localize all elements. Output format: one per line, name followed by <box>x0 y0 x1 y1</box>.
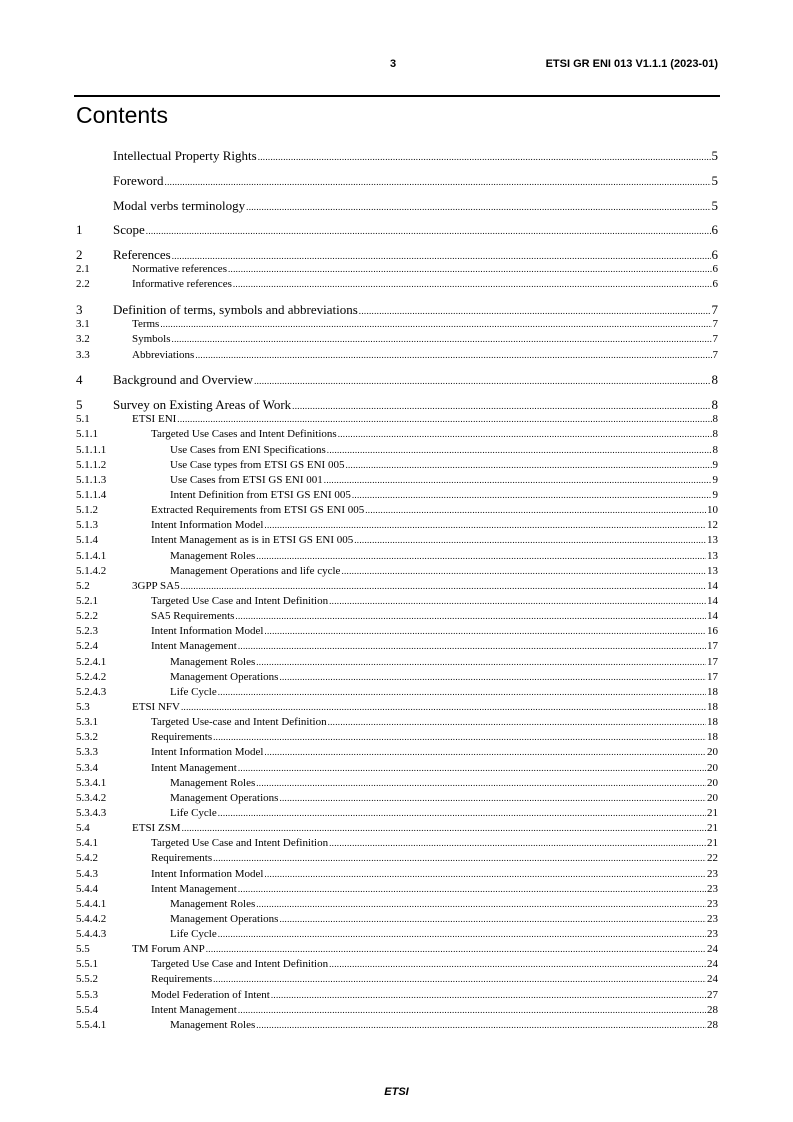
toc-entry-number: 5.2.4 <box>76 640 98 653</box>
toc-dot-leader <box>329 836 706 851</box>
toc-entry-label[interactable]: Informative references <box>132 278 232 291</box>
toc-entry-label[interactable]: References <box>113 247 171 263</box>
toc-entry[interactable] <box>76 821 718 836</box>
toc-entry-number: 5.4.1 <box>76 837 98 850</box>
toc-entry-page: 6 <box>711 247 718 263</box>
footer-etsi: ETSI <box>384 1086 409 1098</box>
toc-entry-number: 5.3.2 <box>76 731 98 744</box>
toc-dot-leader <box>256 1018 706 1033</box>
toc-entry-number: 5.5.1 <box>76 958 98 971</box>
toc-dot-leader <box>341 564 706 579</box>
toc-entry-page: 8 <box>711 397 718 413</box>
toc-entry[interactable] <box>76 639 718 654</box>
toc-entry-page: 27 <box>707 988 718 1001</box>
toc-dot-leader <box>256 776 706 791</box>
toc-entry-number: 5.1.1 <box>76 428 98 441</box>
toc-entry-label[interactable]: Definition of terms, symbols and abbreviations <box>113 302 358 318</box>
toc-entry[interactable] <box>76 851 718 866</box>
toc-entry[interactable] <box>76 836 718 851</box>
toc-dot-leader <box>256 549 706 564</box>
toc-entry[interactable] <box>76 247 718 262</box>
toc-entry[interactable] <box>76 443 718 458</box>
toc-entry-label[interactable]: Survey on Existing Areas of Work <box>113 397 292 413</box>
toc-entry-label[interactable]: Symbols <box>132 333 171 346</box>
toc-entry[interactable] <box>76 927 718 942</box>
toc-entry-label[interactable]: Targeted Use Case and Intent Definition <box>151 594 329 607</box>
toc-dot-leader <box>218 927 706 942</box>
toc-dot-leader <box>228 262 712 277</box>
toc-entry-label[interactable]: Normative references <box>132 263 227 276</box>
toc-entry-number: 5.2 <box>76 579 90 592</box>
toc-entry-label[interactable]: Model Federation of Intent <box>151 988 270 1001</box>
toc-entry-number: 5.1.4 <box>76 534 98 547</box>
toc-dot-leader <box>160 317 711 332</box>
toc-entry-number: 5.1 <box>76 413 90 426</box>
toc-entry[interactable] <box>76 912 718 927</box>
toc-entry-page: 20 <box>707 791 718 804</box>
toc-entry-number: 5.5 <box>76 943 90 956</box>
toc-entry[interactable] <box>76 761 718 776</box>
toc-entry-number: 5.1.1.2 <box>76 458 107 471</box>
toc-entry-number: 5.1.1.3 <box>76 473 107 486</box>
toc-entry-label[interactable]: TM Forum ANP <box>132 943 205 956</box>
toc-dot-leader <box>238 1003 706 1018</box>
toc-dot-leader <box>352 488 712 503</box>
toc-entry-label[interactable]: Abbreviations <box>132 348 195 361</box>
toc-dot-leader <box>238 639 706 654</box>
toc-entry-label[interactable]: Intent Management <box>151 882 237 895</box>
toc-entry[interactable] <box>76 624 718 639</box>
toc-dot-leader <box>195 348 711 363</box>
toc-entry-number: 5.2.2 <box>76 610 98 623</box>
toc-entry-number: 5.3.4.1 <box>76 776 107 789</box>
toc-entry[interactable] <box>76 427 718 442</box>
toc-entry[interactable] <box>76 1003 718 1018</box>
toc-dot-leader <box>258 150 711 165</box>
toc-entry-number: 5 <box>76 397 83 413</box>
toc-entry[interactable] <box>76 348 718 363</box>
toc-entry-page: 10 <box>707 504 718 517</box>
toc-entry-number: 5.2.4.3 <box>76 685 107 698</box>
toc-entry-page: 20 <box>707 761 718 774</box>
toc-entry-page: 24 <box>707 973 718 986</box>
toc-entry-number: 5.1.4.2 <box>76 564 107 577</box>
toc-dot-leader <box>354 533 706 548</box>
toc-entry-page: 13 <box>707 564 718 577</box>
toc-entry[interactable] <box>76 670 718 685</box>
toc-entry-label[interactable]: Foreword <box>113 172 164 188</box>
toc-entry-page: 13 <box>707 534 718 547</box>
toc-entry-label[interactable]: Intent Management as is in ETSI GS ENI 005 <box>151 534 354 547</box>
toc-entry[interactable] <box>76 549 718 564</box>
toc-entry-label[interactable]: Management Roles <box>170 776 256 789</box>
toc-entry[interactable] <box>76 806 718 821</box>
toc-dot-leader <box>177 412 711 427</box>
toc-entry-label[interactable]: Intent Management <box>151 761 237 774</box>
toc-entry[interactable] <box>76 148 718 163</box>
toc-entry-page: 20 <box>707 746 718 759</box>
toc-entry-label[interactable]: Requirements <box>151 973 213 986</box>
toc-entry-label[interactable]: Targeted Use Case and Intent Definition <box>151 837 329 850</box>
toc-entry-label[interactable]: Intent Information Model <box>151 867 264 880</box>
toc-entry-label[interactable]: Intent Information Model <box>151 625 264 638</box>
toc-entry-number: 3.3 <box>76 348 90 361</box>
toc-entry-label[interactable]: Requirements <box>151 731 213 744</box>
toc-entry-page: 6 <box>712 278 718 291</box>
toc-entry[interactable] <box>76 745 718 760</box>
toc-entry-number: 2.2 <box>76 278 90 291</box>
toc-dot-leader <box>256 897 706 912</box>
toc-entry-number: 5.4.2 <box>76 852 98 865</box>
toc-entry-page: 23 <box>707 897 718 910</box>
toc-dot-leader <box>279 791 706 806</box>
toc-entry[interactable] <box>76 397 718 412</box>
toc-entry[interactable] <box>76 579 718 594</box>
toc-entry-page: 16 <box>707 625 718 638</box>
toc-entry[interactable] <box>76 533 718 548</box>
toc-entry-page: 7 <box>711 302 718 318</box>
toc-entry-number: 4 <box>76 372 83 388</box>
toc-dot-leader <box>165 175 711 190</box>
toc-entry-number: 5.4.4.3 <box>76 928 107 941</box>
toc-dot-leader <box>279 912 706 927</box>
toc-entry-page: 8 <box>712 443 718 456</box>
toc-entry-label[interactable]: Management Roles <box>170 1018 256 1031</box>
header-rule <box>74 95 720 97</box>
toc-entry-number: 5.2.4.1 <box>76 655 107 668</box>
document-identifier: ETSI GR ENI 013 V1.1.1 (2023-01) <box>545 58 718 70</box>
toc-entry[interactable] <box>76 173 718 188</box>
toc-entry-page: 21 <box>707 806 718 819</box>
toc-dot-leader <box>264 624 706 639</box>
toc-entry-page: 18 <box>707 685 718 698</box>
toc-dot-leader <box>271 988 706 1003</box>
toc-entry-label[interactable]: Scope <box>113 222 145 238</box>
toc-entry-number: 5.4.4.2 <box>76 912 107 925</box>
toc-dot-leader <box>345 458 711 473</box>
toc-entry-number: 5.3.3 <box>76 746 98 759</box>
toc-entry-label[interactable]: Modal verbs terminology <box>113 197 246 213</box>
toc-entry-label[interactable]: Intellectual Property Rights <box>113 148 257 163</box>
toc-entry-label[interactable]: Life Cycle <box>170 685 217 698</box>
toc-entry-label[interactable]: ETSI ENI <box>132 413 177 426</box>
toc-entry-number: 5.4.4 <box>76 882 98 895</box>
toc-entry-number: 5.5.2 <box>76 973 98 986</box>
toc-entry-number: 5.3.4 <box>76 761 98 774</box>
toc-dot-leader <box>218 806 706 821</box>
toc-entry-number: 5.2.1 <box>76 594 98 607</box>
toc-entry-number: 5.1.1.1 <box>76 443 107 456</box>
toc-entry[interactable] <box>76 972 718 987</box>
toc-entry-number: 5.5.3 <box>76 988 98 1001</box>
toc-entry-label[interactable]: Management Roles <box>170 897 256 910</box>
toc-entry-label[interactable]: Management Operations <box>170 670 279 683</box>
toc-entry[interactable] <box>76 882 718 897</box>
table-of-contents <box>76 148 718 1033</box>
toc-entry-label[interactable]: Intent Management <box>151 1003 237 1016</box>
toc-entry[interactable] <box>76 942 718 957</box>
toc-dot-leader <box>324 473 712 488</box>
toc-entry-label[interactable]: Targeted Use-case and Intent Definition <box>151 716 327 729</box>
toc-entry-number: 2 <box>76 247 83 263</box>
toc-entry-label[interactable]: Management Operations <box>170 912 279 925</box>
toc-entry-number: 5.4.3 <box>76 867 98 880</box>
toc-entry[interactable] <box>76 1018 718 1033</box>
toc-entry-page: 5 <box>711 172 718 188</box>
toc-entry-number: 3.2 <box>76 333 90 346</box>
toc-entry-page: 5 <box>711 197 718 213</box>
toc-entry-number: 5.4.4.1 <box>76 897 107 910</box>
toc-entry-number: 3 <box>76 302 83 318</box>
toc-entry[interactable] <box>76 715 718 730</box>
toc-entry-page: 7 <box>712 348 718 361</box>
toc-entry-label[interactable]: Background and Overview <box>113 372 254 388</box>
toc-dot-leader <box>146 224 711 239</box>
toc-entry-number: 1 <box>76 222 83 238</box>
toc-entry[interactable] <box>76 372 718 387</box>
toc-dot-leader <box>246 200 710 215</box>
toc-entry[interactable] <box>76 655 718 670</box>
toc-entry-label[interactable]: Targeted Use Cases and Intent Definitions <box>151 428 337 441</box>
toc-dot-leader <box>172 332 712 347</box>
toc-entry-label[interactable]: Life Cycle <box>170 928 217 941</box>
toc-entry-page: 8 <box>711 372 718 388</box>
toc-dot-leader <box>206 942 706 957</box>
toc-dot-leader <box>264 745 706 760</box>
toc-dot-leader <box>181 700 706 715</box>
toc-entry[interactable] <box>76 262 718 277</box>
toc-entry-number: 5.5.4 <box>76 1003 98 1016</box>
toc-entry-label[interactable]: Requirements <box>151 852 213 865</box>
toc-dot-leader <box>279 670 706 685</box>
toc-dot-leader <box>233 277 712 292</box>
page-title: Contents <box>76 102 169 128</box>
toc-entry[interactable] <box>76 332 718 347</box>
toc-dot-leader <box>329 957 706 972</box>
toc-entry-page: 14 <box>707 594 718 607</box>
toc-entry[interactable] <box>76 730 718 745</box>
toc-entry-page: 18 <box>707 700 718 713</box>
toc-entry-label[interactable]: Intent Information Model <box>151 519 264 532</box>
toc-dot-leader <box>182 821 706 836</box>
toc-entry-page: 14 <box>707 579 718 592</box>
toc-entry[interactable] <box>76 412 718 427</box>
toc-entry-label[interactable]: Intent Information Model <box>151 746 264 759</box>
toc-dot-leader <box>256 655 706 670</box>
toc-entry-number: 5.3.4.3 <box>76 806 107 819</box>
toc-entry-label[interactable]: Terms <box>132 318 160 331</box>
toc-entry[interactable] <box>76 518 718 533</box>
toc-entry-page: 23 <box>707 882 718 895</box>
toc-dot-leader <box>264 867 706 882</box>
toc-entry-label[interactable]: Intent Definition from ETSI GS ENI 005 <box>170 488 351 501</box>
toc-entry-page: 23 <box>707 867 718 880</box>
toc-dot-leader <box>238 882 706 897</box>
toc-entry-number: 5.1.4.1 <box>76 549 107 562</box>
toc-entry-label[interactable]: 3GPP SA5 <box>132 579 180 592</box>
toc-entry-page: 9 <box>712 458 718 471</box>
toc-entry-page: 17 <box>707 640 718 653</box>
toc-entry[interactable] <box>76 503 718 518</box>
toc-dot-leader <box>213 851 706 866</box>
toc-entry[interactable] <box>76 609 718 624</box>
toc-entry-page: 17 <box>707 670 718 683</box>
toc-entry-label[interactable]: ETSI ZSM <box>132 822 181 835</box>
toc-entry-label[interactable]: Targeted Use Case and Intent Definition <box>151 958 329 971</box>
toc-dot-leader <box>365 503 706 518</box>
toc-entry-page: 20 <box>707 776 718 789</box>
toc-entry-page: 28 <box>707 1003 718 1016</box>
toc-entry-number: 5.1.2 <box>76 504 98 517</box>
toc-entry[interactable] <box>76 277 718 292</box>
toc-entry-page: 6 <box>712 263 718 276</box>
toc-dot-leader <box>338 427 712 442</box>
toc-entry[interactable] <box>76 198 718 213</box>
toc-entry-label[interactable]: Use Case types from ETSI GS ENI 005 <box>170 458 345 471</box>
toc-entry-number: 5.3.4.2 <box>76 791 107 804</box>
toc-entry-page: 6 <box>711 222 718 238</box>
toc-entry[interactable] <box>76 473 718 488</box>
toc-dot-leader <box>254 374 710 389</box>
toc-entry-page: 13 <box>707 549 718 562</box>
toc-entry-number: 5.4 <box>76 822 90 835</box>
toc-dot-leader <box>238 761 706 776</box>
toc-dot-leader <box>264 518 706 533</box>
toc-entry-label[interactable]: Management Roles <box>170 655 256 668</box>
toc-entry[interactable] <box>76 488 718 503</box>
page-number: 3 <box>390 58 397 70</box>
toc-entry-page: 28 <box>707 1018 718 1031</box>
toc-entry-label[interactable]: Management Roles <box>170 549 256 562</box>
toc-entry-page: 9 <box>712 488 718 501</box>
toc-entry-number: 5.2.4.2 <box>76 670 107 683</box>
toc-entry[interactable] <box>76 867 718 882</box>
toc-dot-leader <box>329 594 706 609</box>
toc-entry-number: 5.3 <box>76 700 90 713</box>
toc-entry[interactable] <box>76 897 718 912</box>
toc-entry-page: 7 <box>712 318 718 331</box>
toc-entry-page: 8 <box>712 413 718 426</box>
toc-entry[interactable] <box>76 317 718 332</box>
toc-dot-leader <box>213 972 706 987</box>
toc-entry[interactable] <box>76 700 718 715</box>
toc-entry-page: 7 <box>712 333 718 346</box>
toc-entry-page: 17 <box>707 655 718 668</box>
toc-entry-label[interactable]: Management Operations and life cycle <box>170 564 341 577</box>
toc-dot-leader <box>328 715 706 730</box>
toc-entry-number: 5.3.1 <box>76 716 98 729</box>
toc-entry[interactable] <box>76 791 718 806</box>
toc-entry-number: 2.1 <box>76 263 90 276</box>
toc-entry[interactable] <box>76 222 718 237</box>
toc-dot-leader <box>213 730 706 745</box>
toc-dot-leader <box>327 443 712 458</box>
toc-entry-page: 14 <box>707 610 718 623</box>
toc-dot-leader <box>235 609 706 624</box>
toc-dot-leader <box>218 685 706 700</box>
toc-entry-number: 5.2.3 <box>76 625 98 638</box>
toc-entry-label[interactable]: Extracted Requirements from ETSI GS ENI 005 <box>151 504 365 517</box>
toc-entry-label[interactable]: ETSI NFV <box>132 700 180 713</box>
toc-entry-label[interactable]: Use Cases from ENI Specifications <box>170 443 326 456</box>
toc-entry-label[interactable]: Life Cycle <box>170 806 217 819</box>
toc-entry-page: 5 <box>711 148 718 163</box>
toc-entry-label[interactable]: Management Operations <box>170 791 279 804</box>
toc-entry-number: 5.5.4.1 <box>76 1018 107 1031</box>
toc-entry-page: 22 <box>707 852 718 865</box>
toc-entry[interactable] <box>76 458 718 473</box>
toc-entry-page: 23 <box>707 928 718 941</box>
toc-entry[interactable] <box>76 685 718 700</box>
toc-entry-number: 3.1 <box>76 318 90 331</box>
toc-entry-page: 8 <box>712 428 718 441</box>
toc-dot-leader <box>181 579 706 594</box>
toc-entry-page: 18 <box>707 716 718 729</box>
toc-entry-page: 23 <box>707 912 718 925</box>
toc-entry-page: 18 <box>707 731 718 744</box>
toc-entry-label[interactable]: Use Cases from ETSI GS ENI 001 <box>170 473 323 486</box>
toc-entry-number: 5.1.3 <box>76 519 98 532</box>
toc-entry-label[interactable]: Intent Management <box>151 640 237 653</box>
toc-entry-page: 24 <box>707 958 718 971</box>
toc-entry[interactable] <box>76 302 718 317</box>
toc-entry-page: 21 <box>707 822 718 835</box>
toc-entry-page: 9 <box>712 473 718 486</box>
toc-entry[interactable] <box>76 594 718 609</box>
toc-entry[interactable] <box>76 957 718 972</box>
toc-entry-page: 21 <box>707 837 718 850</box>
toc-entry[interactable] <box>76 564 718 579</box>
toc-entry[interactable] <box>76 988 718 1003</box>
toc-entry-label[interactable]: SA5 Requirements <box>151 610 235 623</box>
toc-entry-page: 12 <box>707 519 718 532</box>
toc-entry-number: 5.1.1.4 <box>76 488 107 501</box>
toc-entry-page: 24 <box>707 943 718 956</box>
toc-entry[interactable] <box>76 776 718 791</box>
